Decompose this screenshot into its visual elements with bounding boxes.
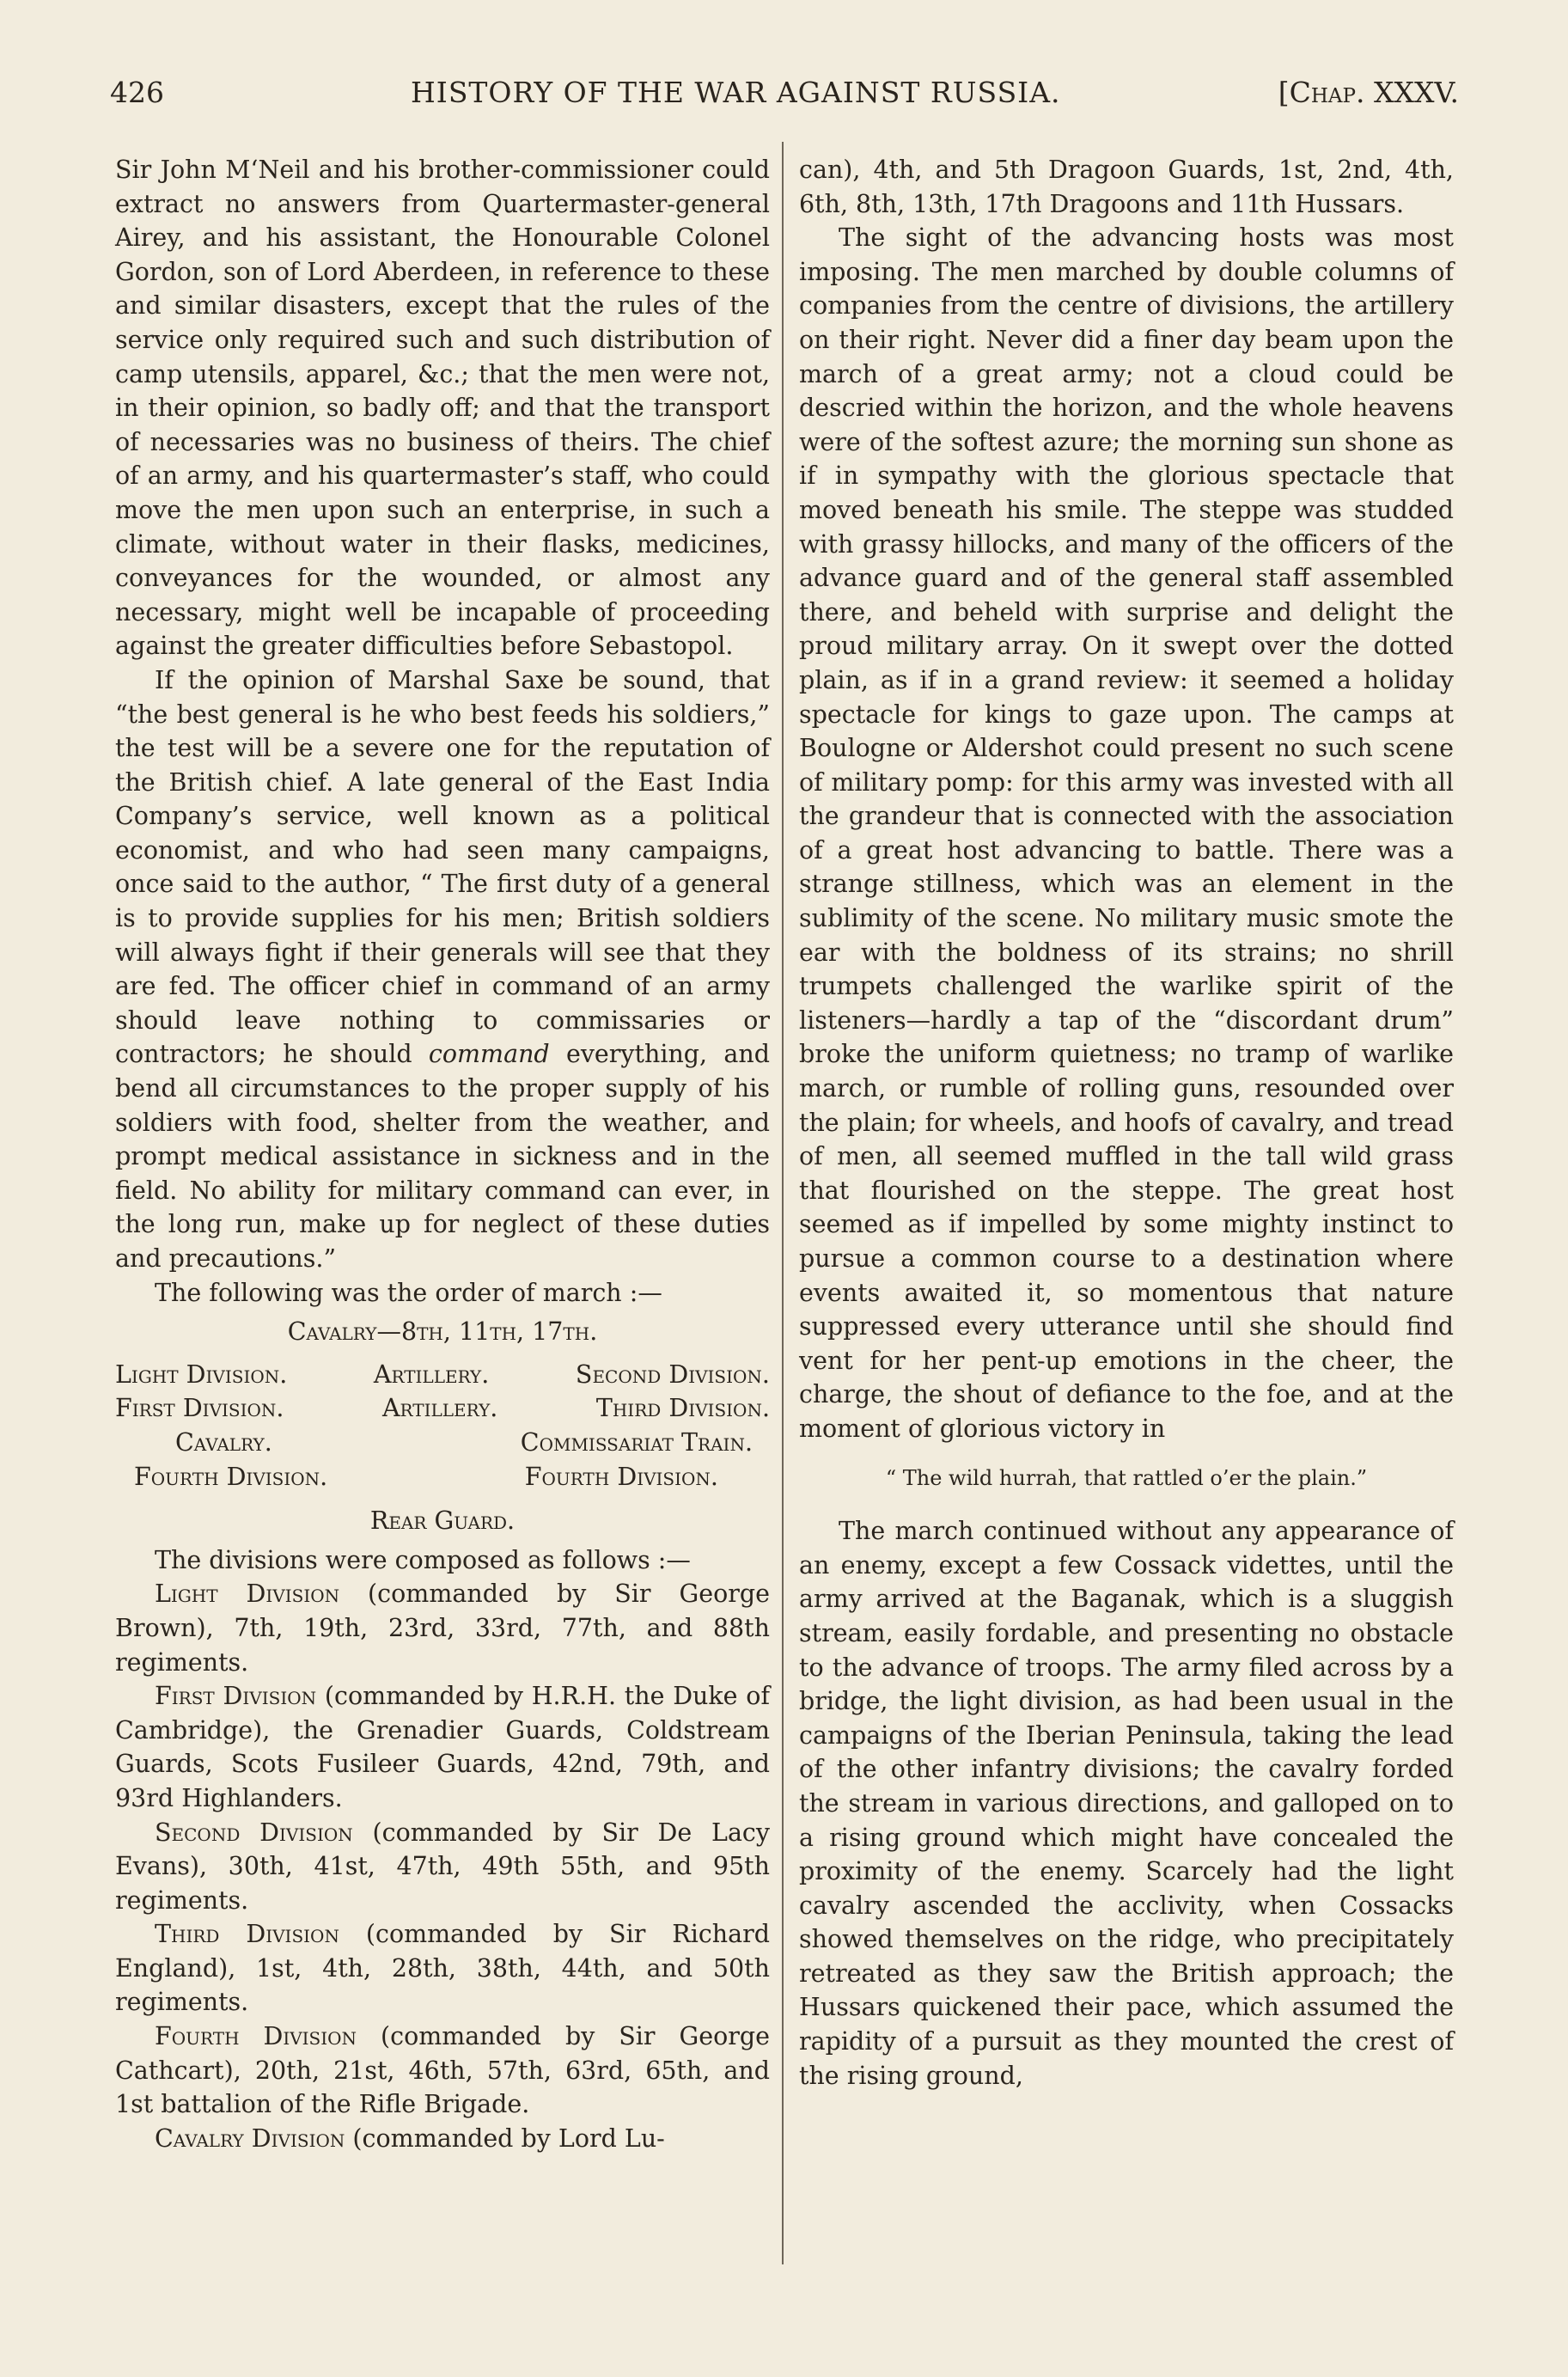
- column-divider: [782, 142, 784, 2264]
- left-column: [115, 153, 770, 2155]
- page-number: 426: [110, 76, 164, 109]
- emphasis-command: command: [428, 1040, 550, 1069]
- division-third: Third Division (commanded by Sir Richard England), 1st, 4th, 28th, 38th, 44th, and 50th regiments.: [115, 1920, 770, 2017]
- paragraph-advancing-hosts: The sight of the advancing hosts was most imposing. The men marched by double columns of companies from the centre of divisions, the artillery on their right. Never did a finer day beam upon the march of a great army; not a cloud could be descried within the horizon, and the whole heavens were of the softest azure; the morning sun shone as if in sympathy with the glorious spectacle that moved beneath his smile. The steppe was studded with grassy hillocks, and many of the officers of the advance guard and of the general staff assembled there, and beheld with surprise and delight the proud military array. On it swept over the dotted plain, as if in a grand review: it seemed a holiday spectacle for kings to gaze upon. The camps at Boulogne or Aldershot could present no such scene of military pomp: for this army was invested with all the grandeur that is connected with the association of a great host advancing to battle. There was a strange stillness, which was an element in the sublimity of the scene. No military music smote the ear with the boldness of its strains; no shrill trumpets challenged the warlike spirit of the listeners—hardly a tap of the “discordant drum” broke the uniform quietness; no tramp of warlike march, or rumble of rolling guns, resounded over the plain; for wheels, and hoofs of cavalry, and tread of men, all seemed muffled in the tall wild grass that flourished on the steppe. The great host seemed as if impelled by some mighty instinct to pursue a common course to a destination where events awaited it, so momentous that nature suppressed every utterance until she should find vent for her pent-up emotions in the cheer, the charge, the shout of defiance to the foe, and at the moment of glorious victory in: [799, 223, 1454, 1443]
- division-second: Second Division (commanded by Sir De Lacy Evans), 30th, 41st, 47th, 49th 55th, and 95th regiments.: [115, 1818, 770, 1915]
- paragraph-commissioners: Sir John M‘Neil and his brother-commissioner could extract no answers from Quartermaster-general Airey, and his assistant, the Honourable Colonel Gordon, son of Lord Aberdeen, in reference to these and similar disasters, except that the rules of the service only required such and such distribution of camp utensils, apparel, &c.; that the men were not, in their opinion, so badly off; and that the transport of necessaries was no business of theirs. The chief of an army, and his quartermaster’s staff, who could move the men upon such an enterprise, in such a climate, without water in their flasks, medicines, conveyances for the wounded, or almost any necessary, might well be incapable of proceeding against the greater difficulties before Sebastopol.: [115, 156, 770, 661]
- march-row: Cavalry. Commissariat Train.: [175, 1427, 753, 1457]
- march-row: First Division. Artillery. Third Division.: [115, 1394, 770, 1423]
- division-light: Light Division (commanded by Sir George Brown), 7th, 19th, 23rd, 33rd, 77th, and 88th regiments.: [115, 1580, 770, 1677]
- division-fourth: Fourth Division (commanded by Sir George Cathcart), 20th, 21st, 46th, 57th, 63rd, 65th, and 1st battalion of the Rifle Brigade.: [115, 2022, 770, 2119]
- march-cavalry-heading: Cavalry—8th, 11th, 17th.: [287, 1317, 598, 1347]
- division-cavalry: Cavalry Division (commanded by Lord Lu-: [155, 2123, 665, 2153]
- paragraph-divisions-intro: The divisions were composed as follows :—: [155, 1545, 691, 1574]
- running-title: HISTORY OF THE WAR AGAINST RUSSIA.: [411, 76, 1061, 109]
- running-header: [110, 76, 1459, 119]
- paragraph-cavalry-continued: can), 4th, and 5th Dragoon Guards, 1st, 2nd, 4th, 6th, 8th, 13th, 17th Dragoons and 11th Hussars.: [799, 156, 1454, 218]
- paragraph-marshal-saxe: If the opinion of Marshal Saxe be sound, that “the best general is he who best feeds his soldiers,” the test will be a severe one for the reputation of the British chief. A late general of the East India Company’s service, well known as a political economist, and who had seen many campaigns, once said to the author, “ The first duty of a general is to provide supplies for his men; British soldiers will always fight if their generals will see that they are fed. The officer chief in command of an army should leave nothing to commissaries or contractors; he should command everything, and bend all circumstances to the proper supply of his soldiers with food, shelter from the weather, and prompt medical assistance in sickness and in the field. No ability for military command can ever, in the long run, make up for neglect of these duties and precautions.”: [115, 665, 770, 1273]
- march-row: Light Division. Artillery. Second Division.: [115, 1360, 770, 1389]
- chapter-label: [Chap. XXXV.: [1278, 76, 1459, 109]
- division-first: First Division (commanded by H.R.H. the Duke of Cambridge), the Grenadier Guards, Coldstream Guards, Scots Fusileer Guards, 42nd, 79th, and 93rd Highlanders.: [115, 1682, 770, 1812]
- march-row: Fourth Division. Fourth Division.: [134, 1462, 718, 1491]
- right-column: [799, 153, 1454, 2093]
- order-of-march: [115, 1315, 770, 1538]
- paragraph-march-continued: The march continued without any appearance of an enemy, except a few Cossack videttes, until the army arrived at the Baganak, which is a sluggish stream, easily fordable, and presenting no obstacle to the advance of troops. The army filed across by a bridge, the light division, as had been usual in the campaigns of the Iberian Peninsula, taking the lead of the other infantry divisions; the cavalry forded the stream in various directions, and galloped on to a rising ground which might have concealed the proximity of the enemy. Scarcely had the light cavalry ascended the acclivity, when Cossacks showed themselves on the ridge, who precipitately retreated as they saw the British approach; the Hussars quickened their pace, which assumed the rapidity of a pursuit as they mounted the crest of the rising ground,: [799, 1517, 1454, 2090]
- march-rear-guard: Rear Guard.: [369, 1506, 516, 1536]
- paragraph-order-intro: The following was the order of march :—: [155, 1278, 662, 1307]
- verse-quote: “ The wild hurrah, that rattled o’er the plain.”: [885, 1465, 1368, 1490]
